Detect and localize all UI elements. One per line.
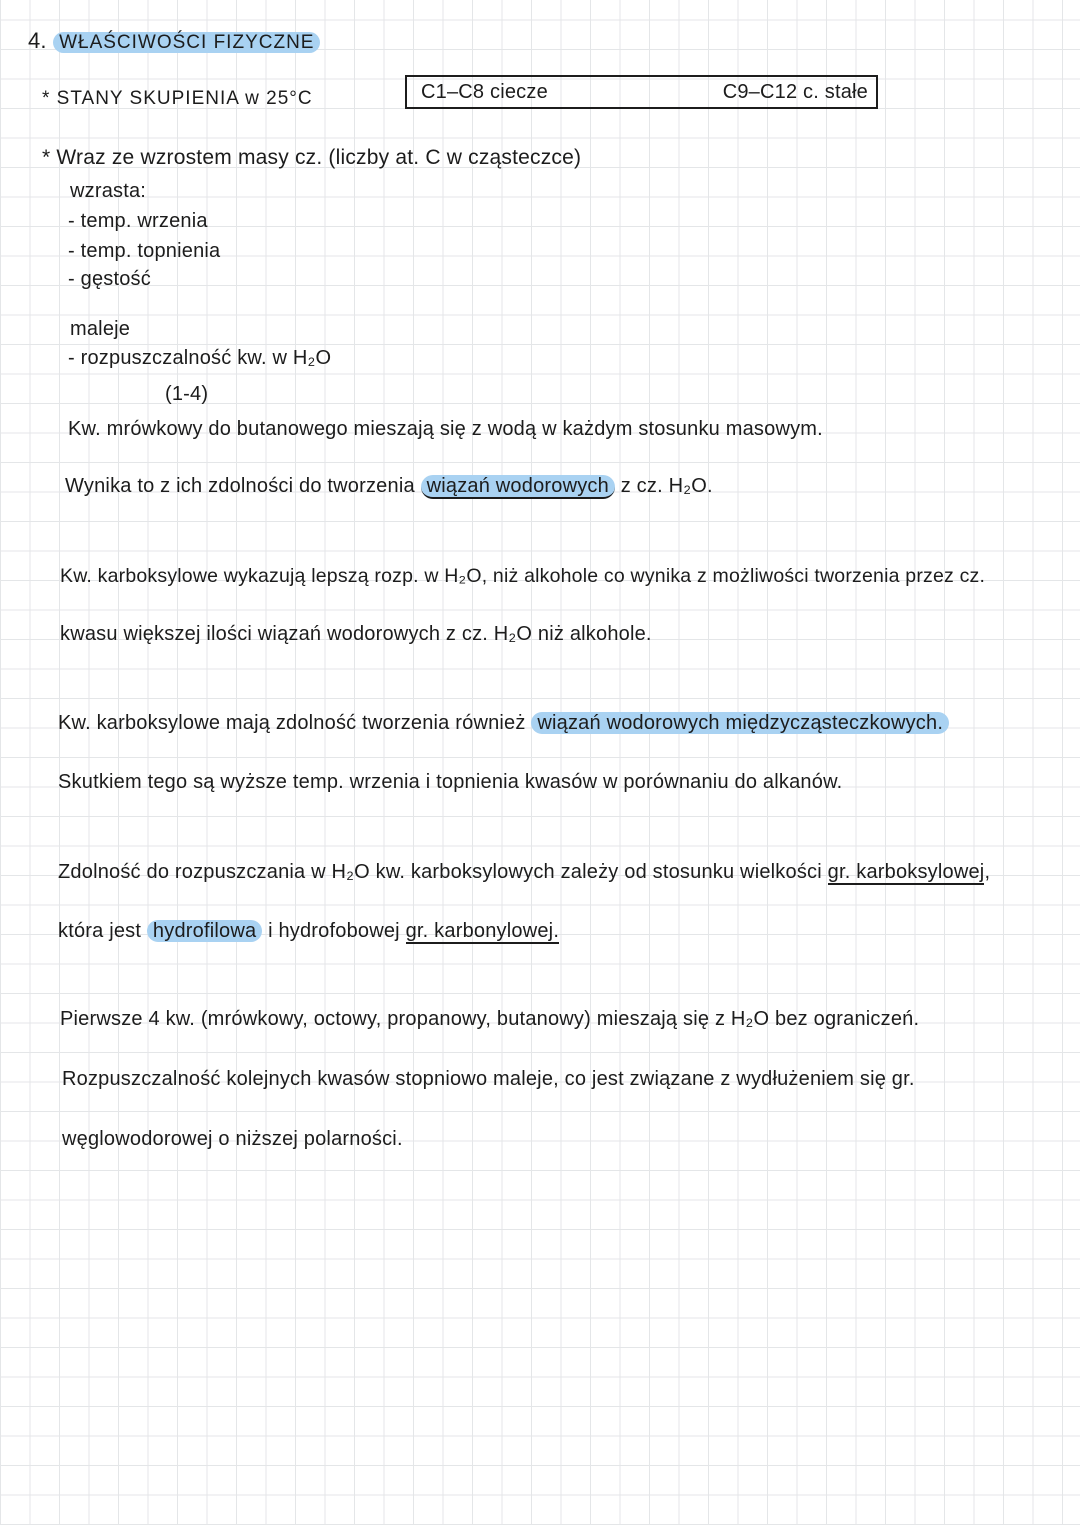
highlighted-term: wiązań wodorowych: [421, 475, 615, 499]
paragraph-line: [58, 861, 990, 884]
underlined-term: gr. karboksylowej: [827, 861, 985, 883]
increases-item: - gęstość: [68, 268, 151, 290]
paragraph-line: kwasu większej ilości wiązań wodorowych z cz. H₂O niż alkohole.: [60, 623, 652, 645]
increases-item: - temp. wrzenia: [68, 210, 208, 232]
states-liquid: C1–C8 ciecze: [421, 81, 548, 103]
paragraph-line: Pierwsze 4 kw. (mrówkowy, octowy, propanowy, butanowy) mieszają się z H₂O bez ograniczeń.: [60, 1008, 920, 1030]
states-solid: C9–C12 c. stałe: [722, 81, 868, 103]
paragraph-line: Skutkiem tego są wyższe temp. wrzenia i topnienia kwasów w porównaniu do alkanów.: [58, 771, 843, 793]
trend-intro: * Wraz ze wzrostem masy cz. (liczby at. C w cząsteczce): [42, 146, 582, 169]
paragraph-line: [58, 920, 559, 943]
underlined-term: gr. karbonylowej.: [405, 920, 560, 942]
text: Zdolność do rozpuszczania w H₂O kw. karboksylowych zależy od stosunku wielkości: [58, 861, 822, 883]
decreases-label: maleje: [70, 318, 131, 340]
text: Kw. karboksylowe mają zdolność tworzenia również: [58, 712, 526, 734]
increases-label: wzrasta:: [70, 180, 147, 202]
text: z cz. H₂O.: [620, 475, 713, 497]
paragraph-line: Kw. karboksylowe wykazują lepszą rozp. w H₂O, niż alkohole co wynika z możliwości tworzenia przez cz.: [60, 565, 986, 587]
states-box: [405, 75, 878, 109]
paragraph-line: Kw. mrówkowy do butanowego mieszają się z wodą w każdym stosunku masowym.: [68, 418, 823, 440]
text: która jest: [58, 920, 142, 942]
increases-item: - temp. topnienia: [68, 240, 221, 262]
highlighted-term: hydrofilowa: [147, 920, 262, 942]
text: i hydrofobowej: [268, 920, 400, 942]
paragraph-line: [65, 475, 713, 498]
paragraph-line: węglowodorowej o niższej polarności.: [62, 1128, 403, 1150]
range-note: (1-4): [165, 383, 209, 405]
states-label: * STANY SKUPIENIA w 25°C: [42, 88, 313, 109]
section-heading: [28, 28, 320, 54]
paragraph-line: [58, 712, 949, 735]
section-number: 4.: [28, 28, 47, 53]
paragraph-line: Rozpuszczalność kolejnych kwasów stopniowo maleje, co jest związane z wydłużeniem się gr.: [62, 1068, 915, 1090]
highlighted-term: wiązań wodorowych międzycząsteczkowych.: [531, 712, 949, 734]
decreases-item: - rozpuszczalność kw. w H₂O: [68, 347, 332, 369]
text: Wynika to z ich zdolności do tworzenia: [65, 475, 415, 497]
text: ,: [984, 861, 991, 883]
section-title: WŁAŚCIWOŚCI FIZYCZNE: [53, 32, 320, 53]
